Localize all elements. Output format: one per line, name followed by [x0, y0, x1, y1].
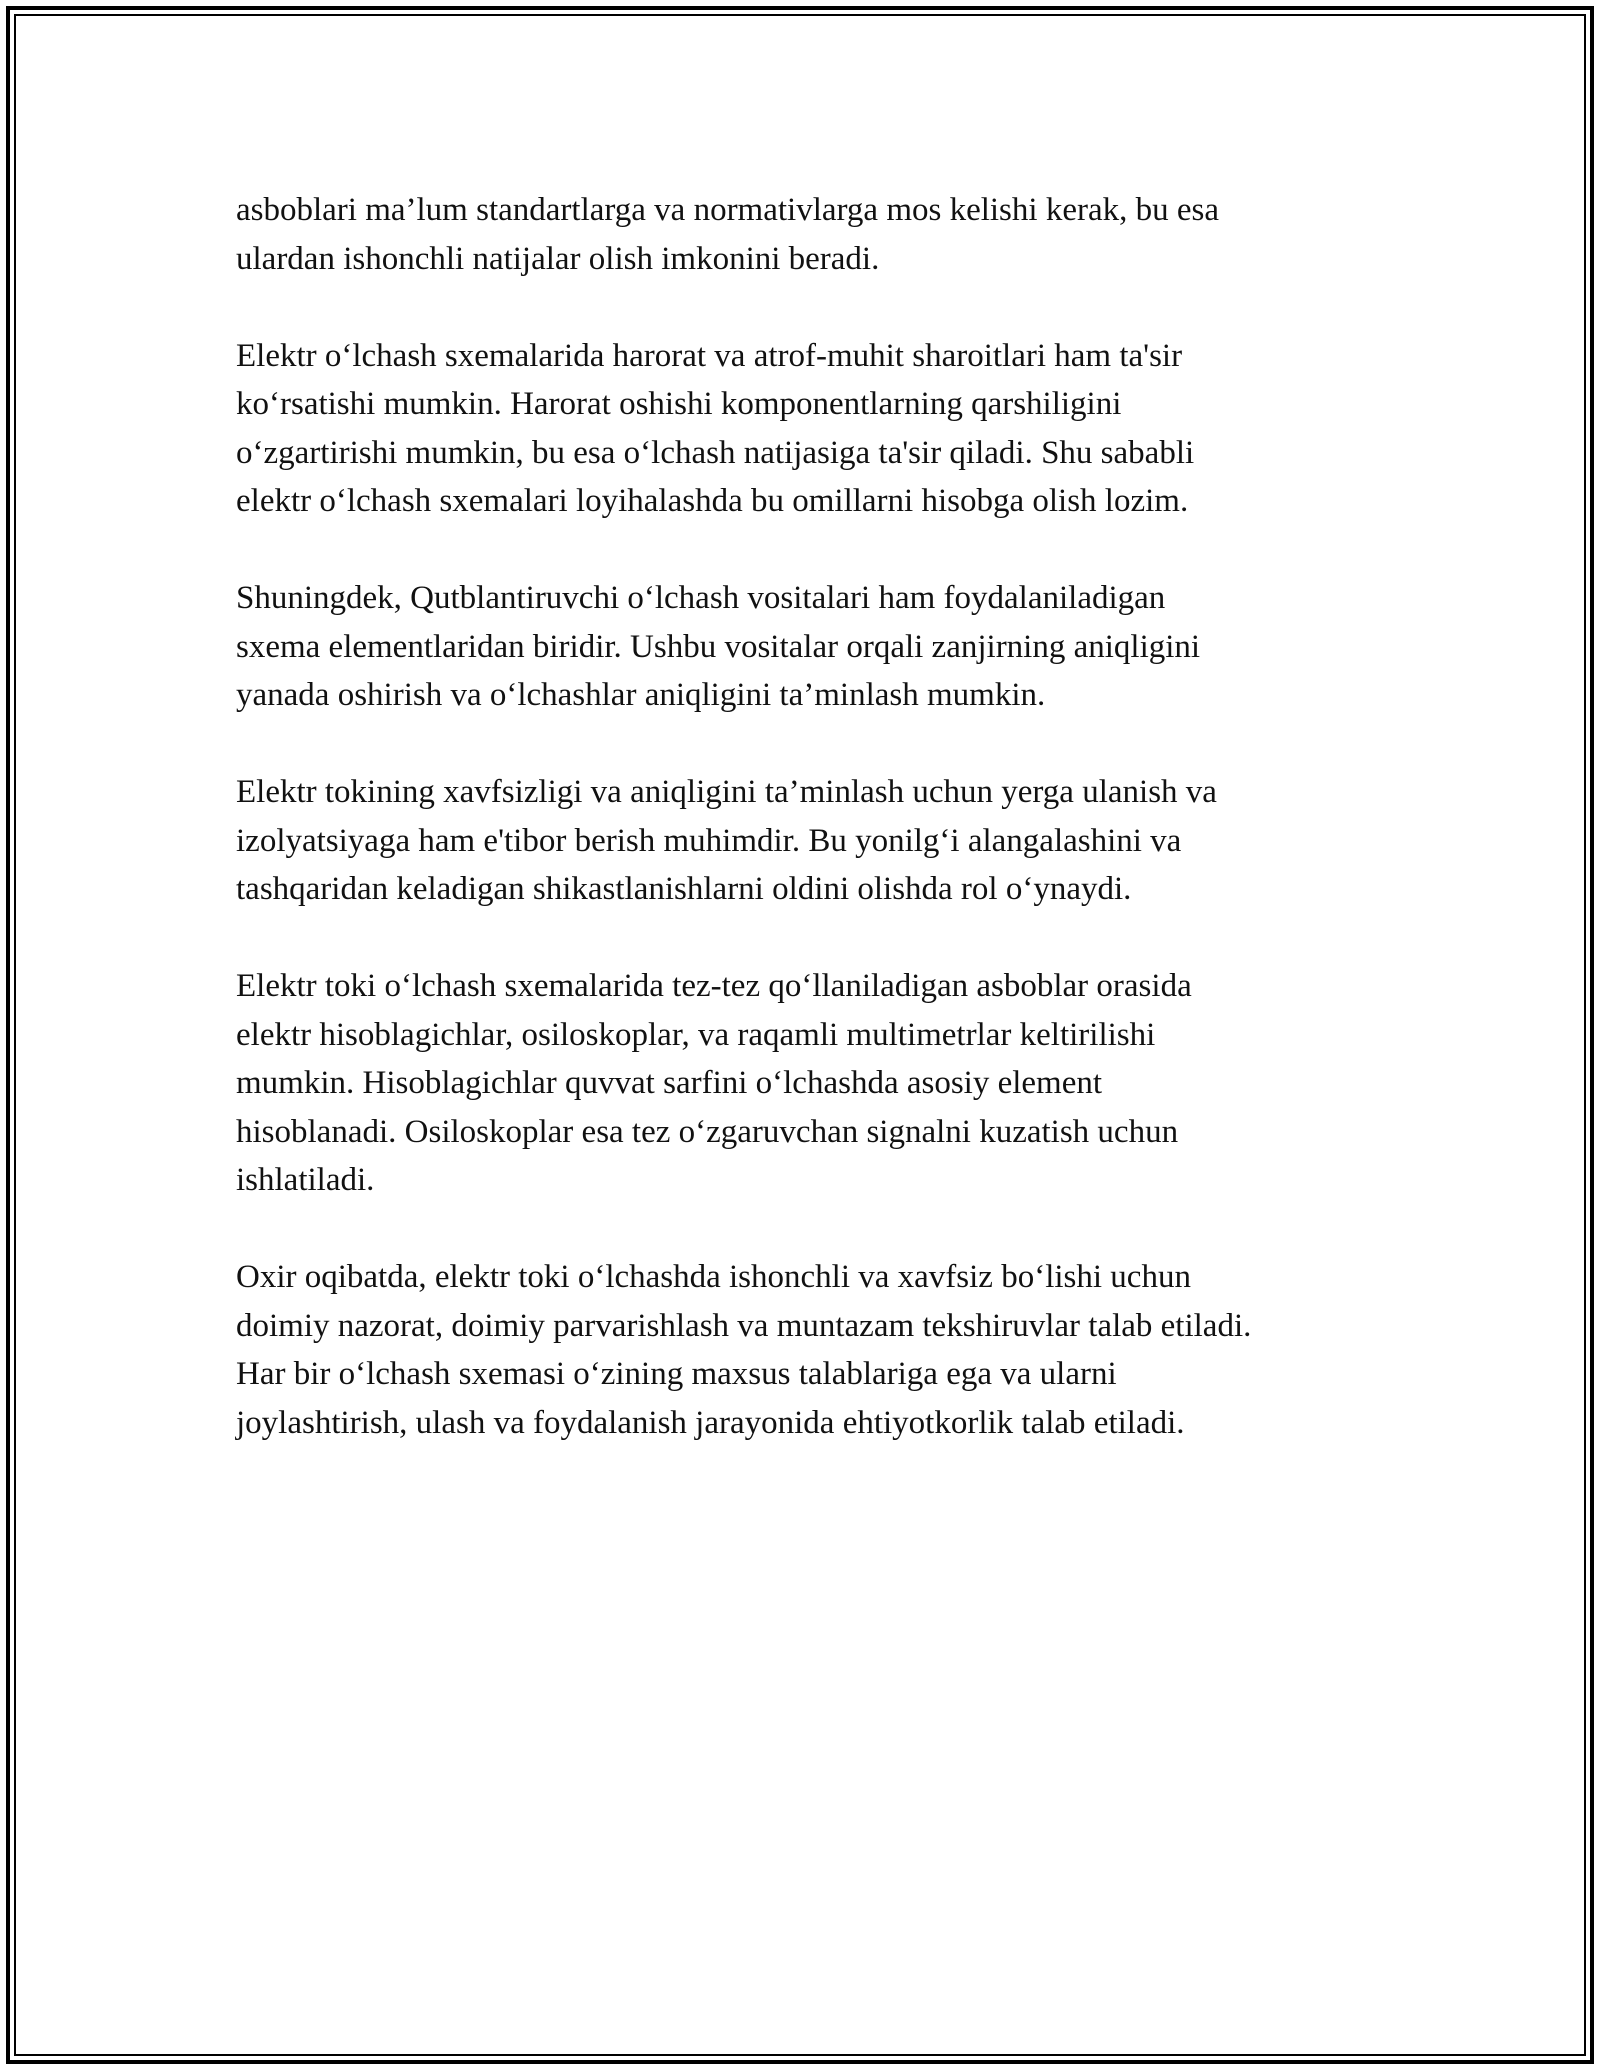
- paragraph-5: Elektr toki o‘lchash sxemalarida tez-tez qo‘llaniladigan asboblar orasida elektr hisoblagichlar, osiloskoplar, va raqamli multimetrlar keltirilishi mumkin. Hisoblagichlar quvvat sarfini o‘lchashda asosiy element hisoblanadi. Osiloskoplar esa tez o‘zgaruvchan signalni kuzatish uchun ishlatiladi.: [236, 968, 1192, 1198]
- paragraph-1: asboblari ma’lum standartlarga va normativlarga mos kelishi kerak, bu esa ulardan ishonchli natijalar olish imkonini beradi.: [236, 192, 1219, 277]
- paragraph-6: Oxir oqibatda, elektr toki o‘lchashda ishonchli va xavfsiz bo‘lishi uchun doimiy nazorat, doimiy parvarishlash va muntazam tekshiruvlar talab etiladi. Har bir o‘lchash sxemasi o‘zining maxsus talablariga ega va ularni joylashtirish, ulash va foydalanish jarayonida ehtiyotkorlik talab etiladi.: [236, 1259, 1252, 1441]
- paragraph-4: Elektr tokining xavfsizligi va aniqligini ta’minlash uchun yerga ulanish va izolyatsiyaga ham e'tibor berish muhimdir. Bu yonilg‘i alangalashini va tashqaridan keladigan shikastlanishlarni oldini olishda rol o‘ynaydi.: [236, 774, 1217, 907]
- paragraph-2: Elektr o‘lchash sxemalarida harorat va atrof-muhit sharoitlari ham ta'sir ko‘rsatishi mumkin. Harorat oshishi komponentlarning qarshiligini o‘zgartirishi mumkin, bu esa o‘lchash natijasiga ta'sir qiladi. Shu sababli elektr o‘lchash sxemalari loyihalashda bu omillarni hisobga olish lozim.: [236, 337, 1195, 519]
- document-body: [236, 186, 1376, 1447]
- paragraph-3: Shuningdek, Qutblantiruvchi o‘lchash vositalari ham foydalaniladigan sxema elementlaridan biridir. Ushbu vositalar orqali zanjirning aniqligini yanada oshirish va o‘lchashlar aniqligini ta’minlash mumkin.: [236, 580, 1201, 713]
